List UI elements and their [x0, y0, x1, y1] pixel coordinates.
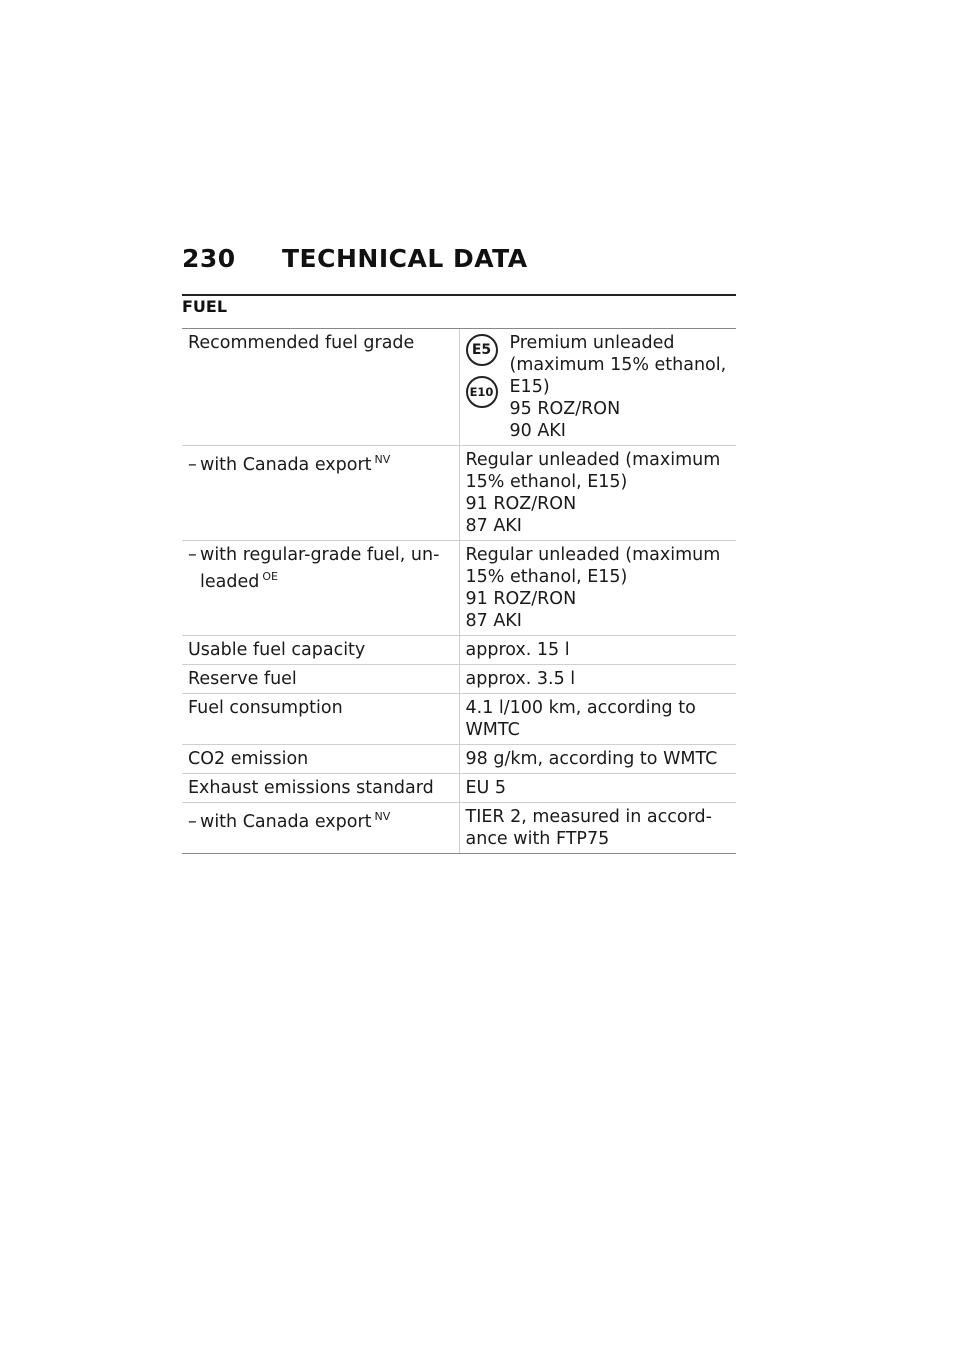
value-line: E15) [509, 377, 550, 397]
fuel-icons [466, 334, 506, 418]
row-value: approx. 15 l [459, 636, 736, 665]
value-line: Premium unleaded [509, 333, 675, 353]
chapter-title: TECHNICAL DATA [282, 244, 528, 273]
dash: – [188, 545, 197, 565]
value-line: 95 ROZ/RON [509, 399, 621, 419]
row-label: Exhaust emissions standard [182, 774, 459, 803]
row-value: approx. 3.5 l [459, 665, 736, 694]
table-row [182, 446, 736, 541]
row-label: Recommended fuel grade [182, 329, 459, 446]
table-row [182, 745, 736, 774]
row-label: Usable fuel capacity [182, 636, 459, 665]
row-value: 98 g/km, according to WMTC [459, 745, 736, 774]
value-line: 90 AKI [509, 421, 566, 441]
dash: – [188, 812, 197, 832]
row-label [182, 803, 459, 854]
e10-fuel-icon: E10 [466, 376, 498, 408]
row-value [459, 694, 736, 745]
value-line: 4.1 l/100 km, according to [465, 698, 696, 718]
table-row [182, 803, 736, 854]
value-line: 15% ethanol, E15) [465, 472, 628, 492]
label-text: with Canada export [200, 455, 372, 475]
row-label [182, 541, 459, 636]
value-line: 91 ROZ/RON [465, 494, 577, 514]
table-row [182, 329, 736, 446]
value-line: 87 AKI [465, 516, 522, 536]
row-label: Reserve fuel [182, 665, 459, 694]
section-title: FUEL [182, 297, 228, 316]
value-line: WMTC [465, 720, 520, 740]
row-label: CO2 emission [182, 745, 459, 774]
row-label: Fuel consumption [182, 694, 459, 745]
row-value [459, 446, 736, 541]
value-line: TIER 2, measured in accord- [465, 807, 712, 827]
row-value [459, 541, 736, 636]
page-number: 230 [182, 244, 236, 273]
dash: – [188, 455, 197, 475]
table-row [182, 636, 736, 665]
label-text: with Canada export [200, 812, 372, 832]
fuel-data-table [182, 328, 736, 854]
value-line: Regular unleaded (maximum [465, 450, 721, 470]
label-text: leaded [200, 572, 260, 592]
table-row [182, 541, 736, 636]
footnote-tag: NV [374, 810, 391, 823]
footnote-tag: OE [262, 570, 278, 583]
row-value [459, 803, 736, 854]
footnote-tag: NV [374, 453, 391, 466]
label-text: with regular-grade fuel, un- [200, 545, 440, 565]
header-rule [182, 294, 736, 296]
value-line: 87 AKI [465, 611, 522, 631]
value-line: ance with FTP75 [465, 829, 610, 849]
value-line: (maximum 15% ethanol, [509, 355, 727, 375]
value-line: Regular unleaded (maximum [465, 545, 721, 565]
value-line: 91 ROZ/RON [465, 589, 577, 609]
e5-fuel-icon: E5 [466, 334, 498, 366]
page-header [182, 244, 528, 273]
table-row [182, 774, 736, 803]
row-label [182, 446, 459, 541]
row-value [459, 329, 736, 446]
table-row [182, 694, 736, 745]
row-value: EU 5 [459, 774, 736, 803]
table-row [182, 665, 736, 694]
value-line: 15% ethanol, E15) [465, 567, 628, 587]
